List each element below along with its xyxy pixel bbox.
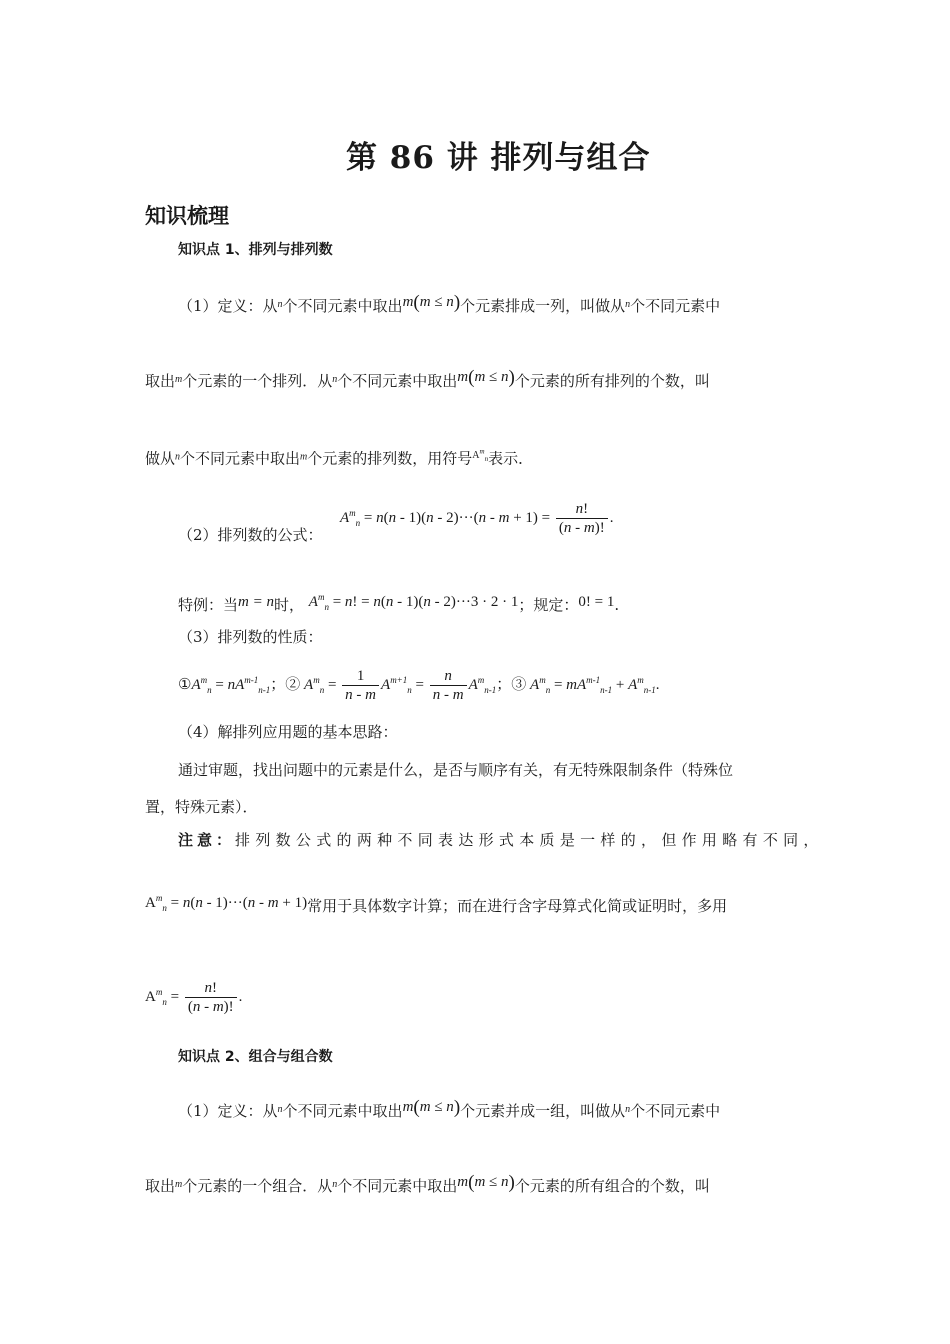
section-heading: 知识梳理 — [145, 204, 229, 228]
kp1-property-label: （3）排列数的性质： — [178, 628, 323, 646]
kp1-heading: 知识点 1、排列与排列数 — [178, 242, 333, 258]
kp1-approach-text-1: 通过审题，找出问题中的元素是什么，是否与顺序有关，有无特殊限制条件（特殊位 — [178, 761, 734, 779]
kp1-definition-line1: （1）定义：从$^n$个不同元素中取出m(m ≤ n)个元素排成一列，叫做从$^n$个不同元素中 — [178, 292, 721, 315]
kp1-definition-line3: 做从$^n$个不同元素中取出$^m$个元素的排列数，用符号$^{A^m_n}$表示． — [145, 448, 534, 468]
kp1-special-case: 特例：当m = n时， $A^m_n = n$! = n(n - 1)(n - 2)···3 · 2 · 1；规定：0! = 1. — [178, 592, 620, 614]
kp2-definition-line1: （1）定义：从$^n$个不同元素中取出m(m ≤ n)个元素并成一组，叫做从$^n$个不同元素中 — [178, 1097, 721, 1120]
kp1-definition-line2: 取出$^m$个元素的一个排列．从$^n$个不同元素中取出m(m ≤ n)个元素的所有排列的个数，叫 — [145, 367, 710, 390]
kp1-note: 注意：排列数公式的两种不同表达形式本质是一样的，但作用略有不同， — [178, 831, 824, 849]
kp1-formula-label: （2）排列数的公式： — [178, 526, 323, 544]
kp2-heading: 知识点 2、组合与组合数 — [178, 1049, 333, 1065]
kp1-approach-label: （4）解排列应用题的基本思路： — [178, 723, 398, 741]
permutation-formula: $A^m_n = n(n - 1)(n - 2)\cdot\cdot\cdot(n - m + 1)$ = $\frac{n!}{(n - m)!}$ . — [340, 501, 614, 537]
page-title: 第 86 讲 排列与组合 — [346, 140, 651, 176]
kp1-note-formula-line: $A^m_n = n(n - 1)\cdot\cdot\cdot(n - m + 1)$常用于具体数字计算；而在进行含字母算式化简或证明时，多用 — [145, 893, 728, 915]
kp1-approach-text-2: 置，特殊元素）． — [145, 798, 258, 816]
kp2-definition-line2: 取出$^m$个元素的一个组合．从$^n$个不同元素中取出m(m ≤ n)个元素的所有组合的个数，叫 — [145, 1172, 710, 1195]
permutation-properties: $①A^m_n = nA^{m-1}_{n-1}$；② $A^m_n$ = $\frac{1}{n - m}$ $A^{m+1}_n$ = $\frac{n}{n - m}$ $A^m_{n-1}$；③ $A^m_n = mA^{m-1}_{n-1} + A^m_{n-1}$. — [178, 668, 660, 704]
kp1-note-fraction-formula: $A^m_n$ = $\frac{n!}{(n - m)!}$ . — [145, 980, 243, 1016]
